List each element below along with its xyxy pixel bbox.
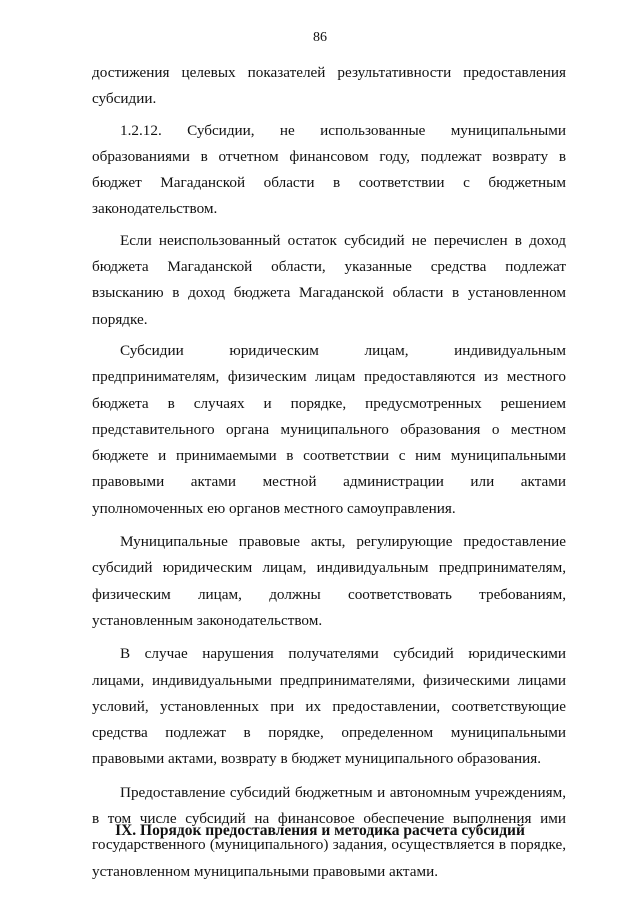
paragraph-continuation: достижения целевых показателей результативности предоставления субсидии.	[92, 64, 566, 108]
section-heading: IX. Порядок предоставления и методика расчета субсидий	[115, 822, 525, 839]
paragraph-subsidies-legal-entities: Субсидии юридическим лицам, индивидуальным предпринимателям, физическим лицам предоставляются из местного бюджета в случаях и порядке, предусмотренных решением представительного органа муниципального образования о местном бюджете и принимаемыми в соответствии с ним муниципальными правовыми актами местной администрации или актами уполномоченных ею органов местного самоуправления.	[92, 341, 566, 517]
paragraph-violation: В случае нарушения получателями субсидий юридическими лицами, индивидуальными предпринимателями, физическими лицами условий, установленных при их предоставлении, соответствующие средства подлежат в порядке, определенном муниципальными правовыми актами, возврату в бюджет муниципального образования.	[92, 645, 566, 768]
paragraph-unused-balance: Если неиспользованный остаток субсидий не перечислен в доход бюджета Магаданской области, указанные средства подлежат взысканию в доход бюджета Магаданской области в установленном порядке.	[92, 231, 566, 328]
document-body	[92, 60, 566, 885]
paragraph-budget-institutions: Предоставление субсидий бюджетным и автономным учреждениям, в том числе субсидий на финансовое обеспечение выполнения ими государственного (муниципального) задания, осуществляется в порядке, установленном муниципальными правовыми актами.	[92, 783, 566, 880]
paragraph-1-2-12: 1.2.12. Субсидии, не использованные муниципальными образованиями в отчетном финансовом году, подлежат возврату в бюджет Магаданской области в соответствии с бюджетным законодательством.	[92, 121, 566, 218]
page-number: 86	[313, 30, 327, 45]
paragraph-municipal-acts: Муниципальные правовые акты, регулирующие предоставление субсидий юридическим лицам, индивидуальным предпринимателям, физическим лицам, должны соответствовать требованиям, установленным законодательством.	[92, 533, 566, 629]
